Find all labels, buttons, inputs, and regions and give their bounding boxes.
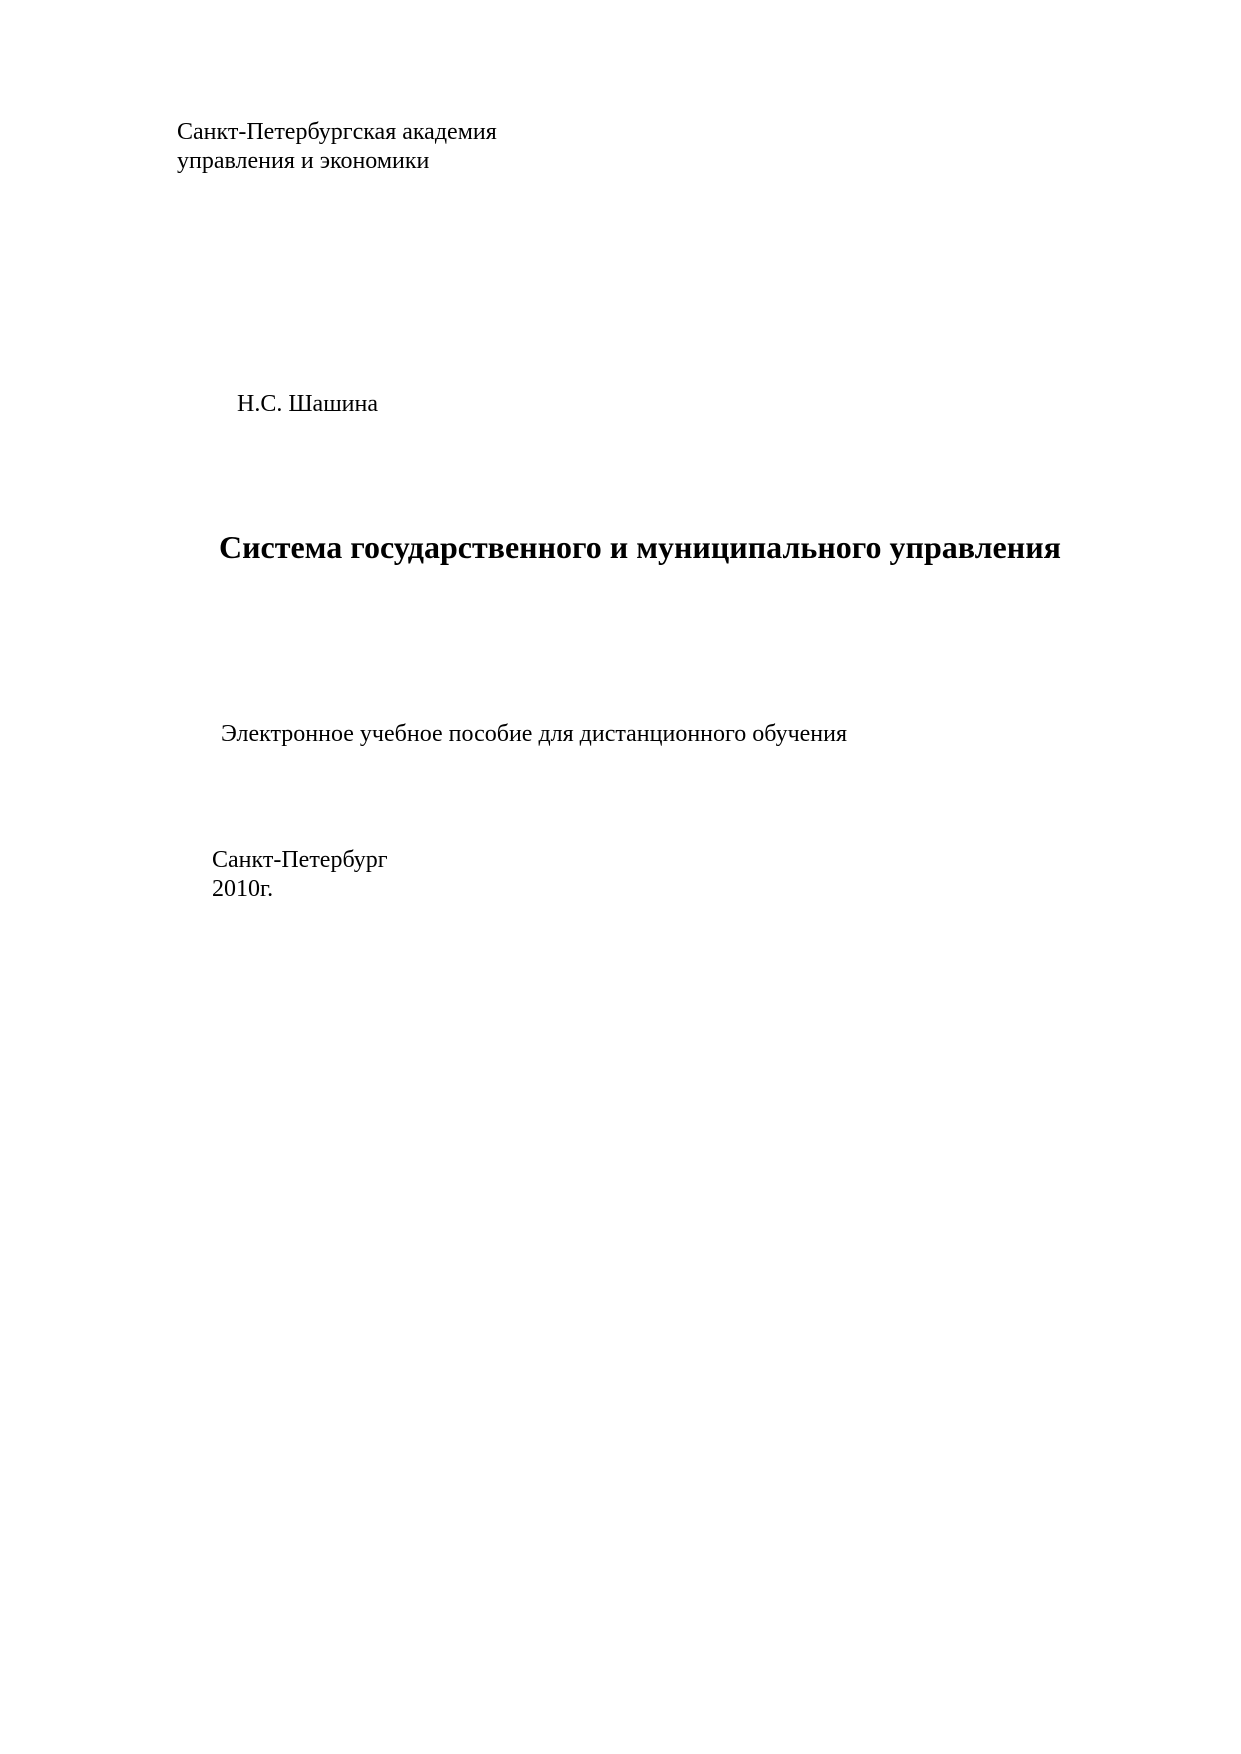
institution-line-1: Санкт-Петербургская академия xyxy=(177,119,497,145)
author-name: Н.С. Шашина xyxy=(237,391,379,417)
institution-line-2: управления и экономики xyxy=(177,148,430,174)
document-title: Система государственного и муниципального управления xyxy=(219,529,1061,565)
institution-block xyxy=(177,118,497,176)
imprint-block xyxy=(212,846,388,904)
imprint-year: 2010г. xyxy=(212,876,274,902)
imprint-city: Санкт-Петербург xyxy=(212,847,388,873)
document-subtitle: Электронное учебное пособие для дистанционного обучения xyxy=(221,721,848,747)
